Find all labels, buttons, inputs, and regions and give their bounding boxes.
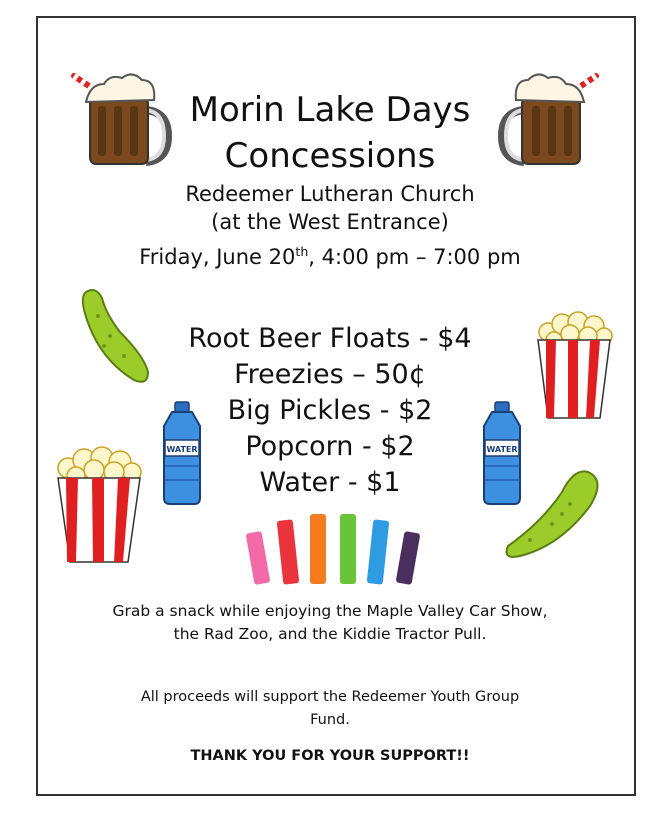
event-date [0, 238, 660, 271]
bottle-label: WATER [486, 445, 518, 454]
date-suffix: th [295, 244, 309, 259]
menu-item: Popcorn - $2 [245, 431, 415, 462]
location-line2: (at the West Entrance) [211, 210, 449, 234]
flyer-title-line2: Concessions [224, 136, 436, 176]
date-prefix: Friday, June 20 [139, 245, 296, 269]
location-line1: Redeemer Lutheran Church [185, 182, 475, 206]
menu-item: Water - $1 [259, 467, 401, 498]
event-description: Grab a snack while enjoying the Maple Valley Car Show, the Rad Zoo, and the Kiddie Tractor Pull. [112, 602, 548, 643]
proceeds-note: All proceeds will support the Redeemer Youth Group Fund. [140, 689, 520, 728]
bottle-label: WATER [166, 445, 198, 454]
menu-item: Freezies – 50¢ [234, 359, 426, 390]
menu-item: Root Beer Floats - $4 [188, 323, 472, 354]
menu-item: Big Pickles - $2 [227, 395, 433, 426]
freezie-pops-icon [244, 512, 430, 588]
thank-you-message: THANK YOU FOR YOUR SUPPORT!! [190, 748, 470, 764]
date-time: , 4:00 pm – 7:00 pm [308, 245, 521, 269]
flyer-title-line1: Morin Lake Days [189, 90, 471, 130]
